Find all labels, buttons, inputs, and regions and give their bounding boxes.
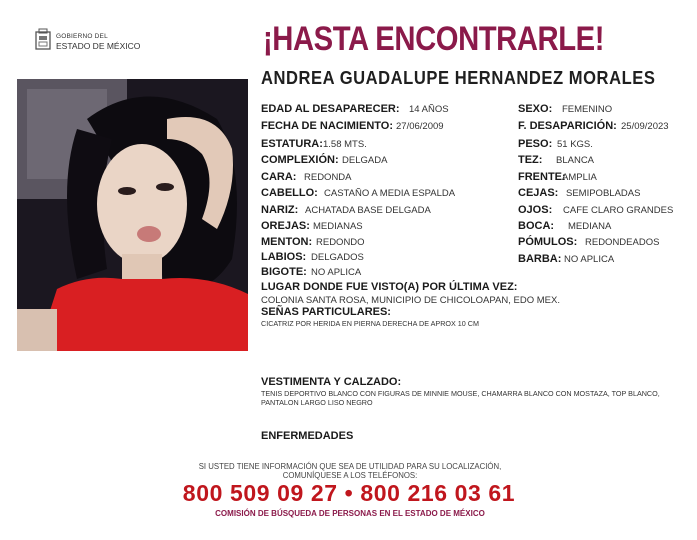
field-value: MEDIANA [568,221,612,232]
person-name: ANDREA GUADALUPE HERNANDEZ MORALES [261,68,656,88]
field-value: SEMIPOBLADAS [566,188,641,199]
info-line-2: COMUNÍQUESE A LOS TELÉFONOS: [282,471,418,480]
field-label: COMPLEXIÓN: [261,154,339,166]
field-label: MENTON: [261,236,313,248]
person-photo [17,79,248,351]
headline: ¡HASTA ENCONTRARLE! [263,20,605,58]
illnesses-label: ENFERMEDADES [261,430,354,442]
field-label: CABELLO: [261,187,318,199]
info-line-1: SI USTED TIENE INFORMACIÓN QUE SEA DE UTILIDAD PARA SU LOCALIZACIÓN, [198,462,502,471]
field-label: ESTATURA: [261,138,323,150]
field-value: DELGADOS [311,252,364,263]
field-label: TEZ: [518,154,543,166]
field-value: 14 AÑOS [409,104,449,115]
field-label: FECHA DE NACIMIENTO: [261,120,393,132]
field-value: BLANCA [556,155,595,166]
field-value: REDONDEADOS [585,237,660,248]
field-label: PÓMULOS: [518,236,578,248]
field-value: ACHATADA BASE DELGADA [305,205,431,216]
marks-value: CICATRIZ POR HERIDA EN PIERNA DERECHA DE APROX 10 CM [261,319,479,328]
field-value: 27/06/2009 [396,121,444,132]
field-value: FEMENINO [562,104,613,115]
clothing-label: VESTIMENTA Y CALZADO: [261,376,402,388]
state-seal-icon [34,28,52,52]
field-label: FRENTE: [518,171,566,183]
commission-name: COMISIÓN DE BÚSQUEDA DE PERSONAS EN EL ESTADO DE MÉXICO [215,509,485,518]
field-value: NO APLICA [311,267,362,278]
field-label: OJOS: [518,204,553,216]
field-label: BARBA: [518,253,562,265]
field-label: F. DESAPARICIÓN: [518,120,617,132]
field-value: DELGADA [342,155,388,166]
field-value: NO APLICA [564,254,615,265]
field-value: CAFE CLARO GRANDES [563,205,674,216]
last-seen-value: COLONIA SANTA ROSA, MUNICIPIO DE CHICOLOAPAN, EDO MEX. [261,295,560,306]
government-logo [34,28,144,54]
field-label: EDAD AL DESAPARECER: [261,103,400,115]
logo-line-2: ESTADO DE MÉXICO [56,41,141,51]
field-value: REDONDO [316,237,365,248]
field-label: CEJAS: [518,187,559,199]
field-label: NARIZ: [261,204,299,216]
marks-label: SEÑAS PARTICULARES: [261,306,391,318]
last-seen-label: LUGAR DONDE FUE VISTO(A) POR ÚLTIMA VEZ: [261,281,518,293]
field-label: CARA: [261,171,297,183]
field-value: 25/09/2023 [621,121,669,132]
field-label: PESO: [518,138,553,150]
field-label: OREJAS: [261,220,310,232]
field-label: BIGOTE: [261,266,307,278]
phone-numbers: 800 509 09 27 • 800 216 03 61 [182,480,516,506]
field-value: 51 KGS. [557,139,593,150]
field-label: BOCA: [518,220,555,232]
field-value: 1.58 MTS. [323,139,367,150]
field-value: REDONDA [304,172,352,183]
logo-line-1: GOBIERNO DEL [56,33,108,40]
clothing-line-2: PANTALON LARGO LISO NEGRO [261,398,373,407]
field-value: CASTAÑO A MEDIA ESPALDA [324,188,456,199]
field-value: MEDIANAS [313,221,363,232]
field-label: SEXO: [518,103,553,115]
clothing-line-1: TENIS DEPORTIVO BLANCO CON FIGURAS DE MINNIE MOUSE, CHAMARRA BLANCO CON MOSTAZA, TOP BLANCO, [261,389,660,398]
portrait-illustration [17,79,248,351]
field-label: LABIOS: [261,251,307,263]
field-value: AMPLIA [562,172,597,183]
